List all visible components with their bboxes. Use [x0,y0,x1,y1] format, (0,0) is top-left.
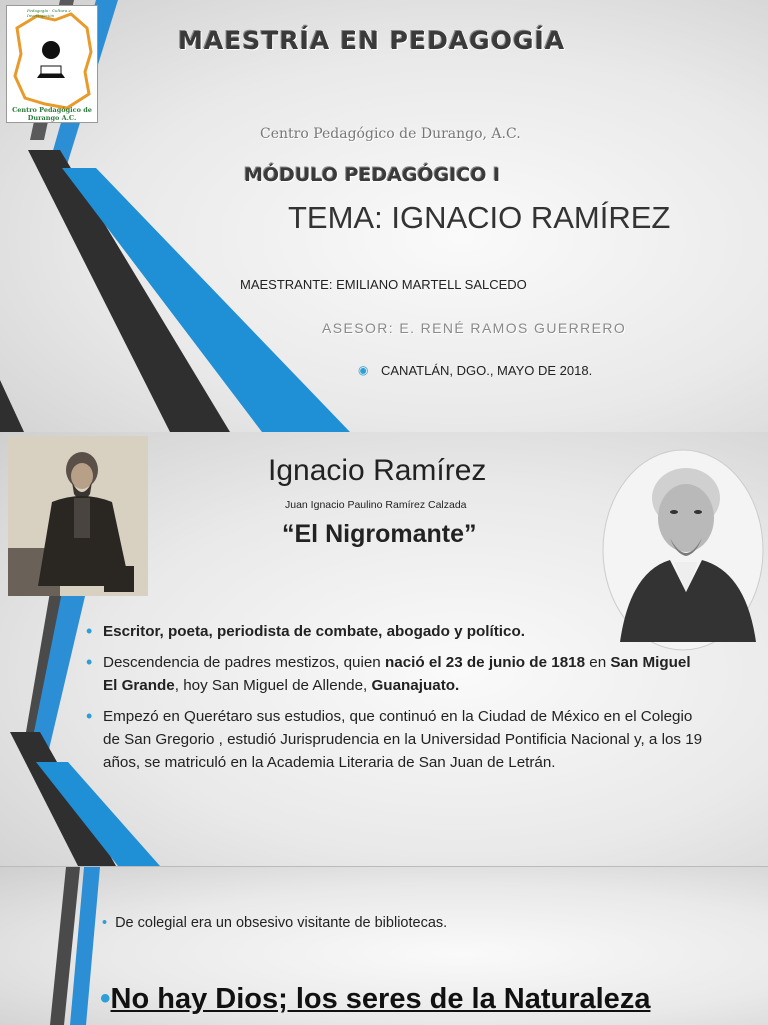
library-bullet [102,915,447,931]
bullet-text-run: Descendencia de padres mestizos, quien [103,654,385,671]
bullet-birth [86,651,706,697]
bullet-text-run: en [585,654,611,671]
full-name: Juan Ignacio Paulino Ramírez Calzada [285,499,467,511]
topic-title: TEMA: IGNACIO RAMÍREZ [288,200,671,235]
nickname: “El Nigromante” [282,520,477,548]
target-bullet-icon: ◉ [358,363,369,377]
biography-slide [0,432,768,866]
man-seated-icon [8,436,148,596]
biography-title: Ignacio Ramírez [268,454,487,487]
institution-name: Centro Pedagógico de Durango, A.C. [260,126,521,142]
bullet-text-run: , hoy San Miguel de Allende, [174,677,372,694]
quote-line [100,982,650,1016]
advisor-name: ASESOR: E. RENÉ RAMOS GUERRERO [322,320,627,336]
biography-bullet-list [86,620,706,782]
logo-arc-text: Pedagogía · Cultura e Investigación [27,8,71,18]
program-title: MAESTRÍA EN PEDAGOGÍA [178,26,566,55]
quote-text: No hay Dios; los seres de la Naturaleza [110,983,651,1015]
title-slide [0,0,768,432]
durango-map-icon [7,6,97,122]
student-name: MAESTRANTE: EMILIANO MARTELL SALCEDO [240,277,527,292]
module-name: MÓDULO PEDAGÓGICO I [244,164,501,186]
bullet-occupation [86,620,706,643]
quote-slide [0,866,768,1025]
bullet-dot-icon: • [102,915,108,931]
bullet-dot-icon: • [100,982,111,1015]
logo-bottom-text: Centro Pedagógico de Durango A.C. [12,106,92,122]
bullet-text-run: San Miguel El Grande [103,654,691,694]
bullet-text-run: Empezó en Querétaro sus estudios, que continuó en la Ciudad de México en el Colegio de San Gregorio , estudió Jurisprudencia en la Universidad Pontificia Nacional y, a los 19 años, se matriculó en la Academia Literaria de San Juan de Letrán. [103,708,703,771]
bullet-text-run: Guanajuato. [371,677,460,694]
bullet-text-run: nació el 23 de junio de 1818 [384,654,586,671]
library-text: De colegial era un obsesivo visitante de bibliotecas. [115,915,448,931]
seated-portrait-photo [8,436,148,596]
bullet-text-run: Escritor, poeta, periodista de combate, abogado y político. [103,623,525,640]
institution-logo [6,5,98,123]
bullet-studies [86,705,706,774]
place-date: CANATLÁN, DGO., MAYO DE 2018. [381,363,593,378]
